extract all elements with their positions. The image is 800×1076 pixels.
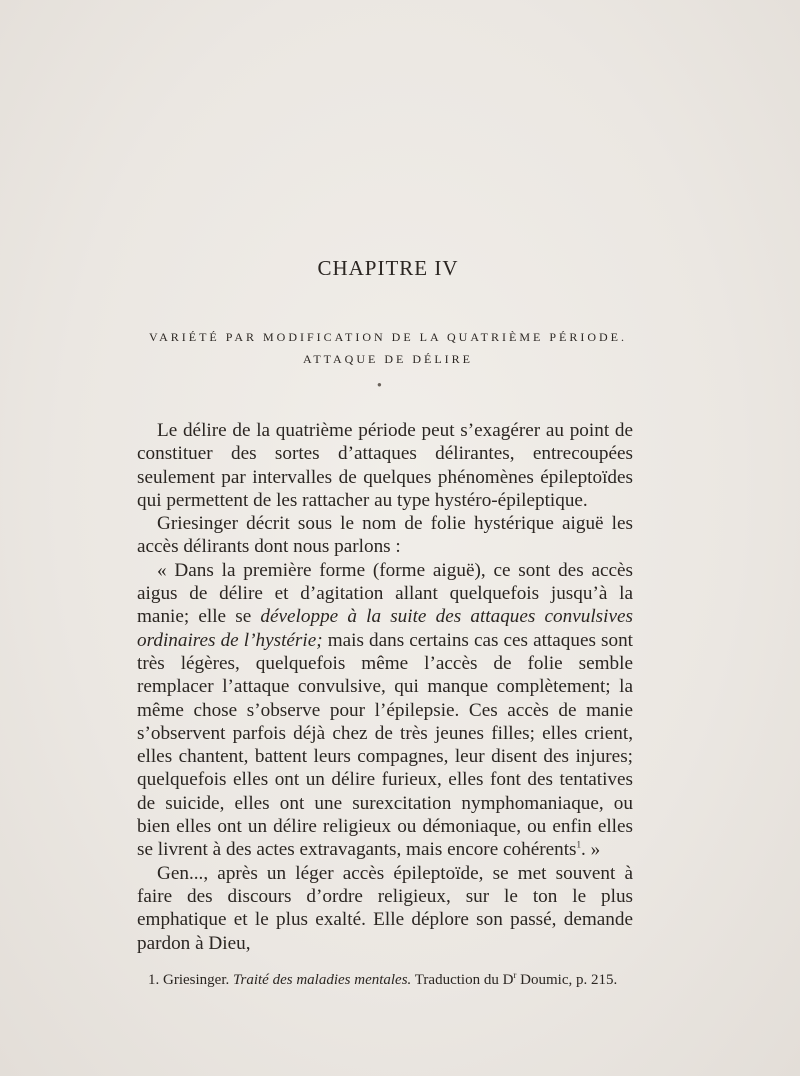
ornament-mark: ● bbox=[377, 380, 382, 389]
quote-text-b: mais dans certains cas ces attaques sont très légères, quelquefois même l’accès de folie semble remplacer l’attaque convulsive, qui manque complètement; la même chose s’observe pour l’épilepsie. Ces accès de manie s’observent parfois déjà chez de très jeunes filles; elles crient, elles chantent, battent leurs compagnes, leur disent des injures; quelquefois elles ont un délire furieux, elles font des tentatives de suicide, elles ont une surexcitation nymphomaniaque, ou bien elles ont un délire religieux ou démoniaque, ou enfin elles se livrent à des actes extravagants, mais encore cohérents bbox=[137, 629, 633, 861]
chapter-title: CHAPITRE IV bbox=[317, 256, 459, 280]
body-text bbox=[137, 419, 633, 955]
paragraph-1: Le délire de la quatrième période peut s’exagérer au point de constituer des sortes d’attaques délirantes, entrecoupées seulement par intervalles de quelques phénomènes épileptoïdes qui permettent de les rattacher au type hystéro-épileptique. bbox=[137, 420, 633, 511]
quote-end: . » bbox=[581, 839, 601, 861]
chapter-subtitle-line1: VARIÉTÉ PAR MODIFICATION DE LA QUATRIÈME PÉRIODE. bbox=[148, 330, 627, 344]
chapter-subtitle-line2: ATTAQUE DE DÉLIRE bbox=[302, 352, 473, 366]
footnote-rest-a: Traduction du D bbox=[414, 972, 514, 988]
footnote-ref: 1 bbox=[576, 839, 582, 850]
paragraph-2: Griesinger décrit sous le nom de folie hystérique aiguë les accès délirants dont nous parlons : bbox=[137, 513, 633, 558]
quote-text-a: « Dans la première forme (forme aiguë), ce sont des accès aigus de délire et d’agitation allant quelquefois jusqu’à la manie; elle se bbox=[137, 559, 633, 628]
footnote-rest-sup: r bbox=[513, 970, 517, 980]
paragraph-3 bbox=[137, 559, 633, 862]
footnote-author: Griesinger. bbox=[163, 972, 230, 988]
footnote-rest-b: Doumic, p. 215. bbox=[520, 972, 618, 988]
footnote-title: Traité des maladies mentales. bbox=[232, 972, 412, 988]
footnote-number: 1. bbox=[148, 972, 160, 988]
footnote bbox=[148, 972, 638, 989]
paragraph-4: Gen..., après un léger accès épileptoïde, se met souvent à faire des discours d’ordre religieux, sur le ton le plus emphatique et le plus exalté. Elle déplore son passé, demande pardon à Dieu, bbox=[137, 862, 633, 954]
quote-italic: développe à la suite des attaques convulsives ordinaires de l’hystérie; bbox=[137, 606, 633, 651]
